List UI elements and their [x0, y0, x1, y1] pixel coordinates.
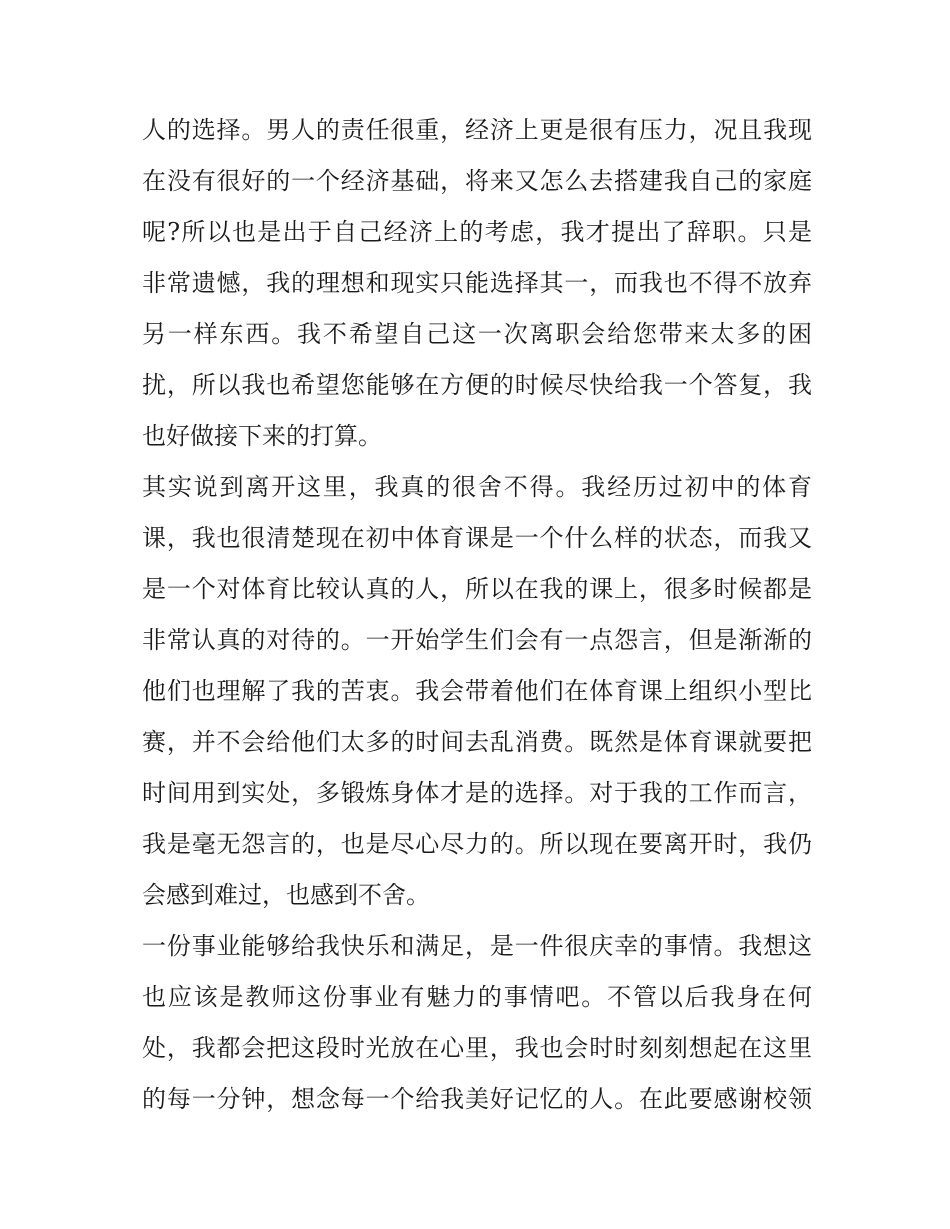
paragraph-2	[142, 462, 812, 921]
paragraph-1	[142, 105, 812, 462]
text-line: 扰，所以我也希望您能够在方便的时候尽快给我一个答复，我	[142, 371, 812, 399]
text-line: 呢?所以也是出于自己经济上的考虑，我才提出了辞职。只是	[142, 218, 812, 246]
text-line: 一份事业能够给我快乐和满足，是一件很庆幸的事情。我想这	[142, 932, 812, 960]
document-body	[142, 105, 812, 1125]
paragraph-3	[142, 921, 812, 1125]
text-line: 我是毫无怨言的，也是尽心尽力的。所以现在要离开时，我仍	[142, 830, 812, 858]
text-line: 也应该是教师这份事业有魅力的事情吧。不管以后我身在何	[142, 983, 812, 1011]
text-line: 赛，并不会给他们太多的时间去乱消费。既然是体育课就要把	[142, 728, 812, 756]
text-line: 在没有很好的一个经济基础，将来又怎么去搭建我自己的家庭	[142, 167, 812, 195]
text-line: 其实说到离开这里，我真的很舍不得。我经历过初中的体育	[142, 473, 812, 501]
text-line: 非常遗憾，我的理想和现实只能选择其一，而我也不得不放弃	[142, 269, 812, 297]
text-line: 的每一分钟，想念每一个给我美好记忆的人。在此要感谢校领	[142, 1085, 812, 1113]
text-line: 课，我也很清楚现在初中体育课是一个什么样的状态，而我又	[142, 524, 812, 552]
text-line: 会感到难过，也感到不舍。	[142, 881, 430, 909]
text-line: 也好做接下来的打算。	[142, 422, 382, 450]
text-line: 是一个对体育比较认真的人，所以在我的课上，很多时候都是	[142, 575, 812, 603]
text-line: 人的选择。男人的责任很重，经济上更是很有压力，况且我现	[142, 116, 812, 144]
text-line: 非常认真的对待的。一开始学生们会有一点怨言，但是渐渐的	[142, 626, 812, 654]
text-line: 时间用到实处，多锻炼身体才是的选择。对于我的工作而言，	[142, 779, 812, 807]
text-line: 处，我都会把这段时光放在心里，我也会时时刻刻想起在这里	[142, 1034, 812, 1062]
text-line: 另一样东西。我不希望自己这一次离职会给您带来太多的困	[142, 320, 812, 348]
text-line: 他们也理解了我的苦衷。我会带着他们在体育课上组织小型比	[142, 677, 812, 705]
